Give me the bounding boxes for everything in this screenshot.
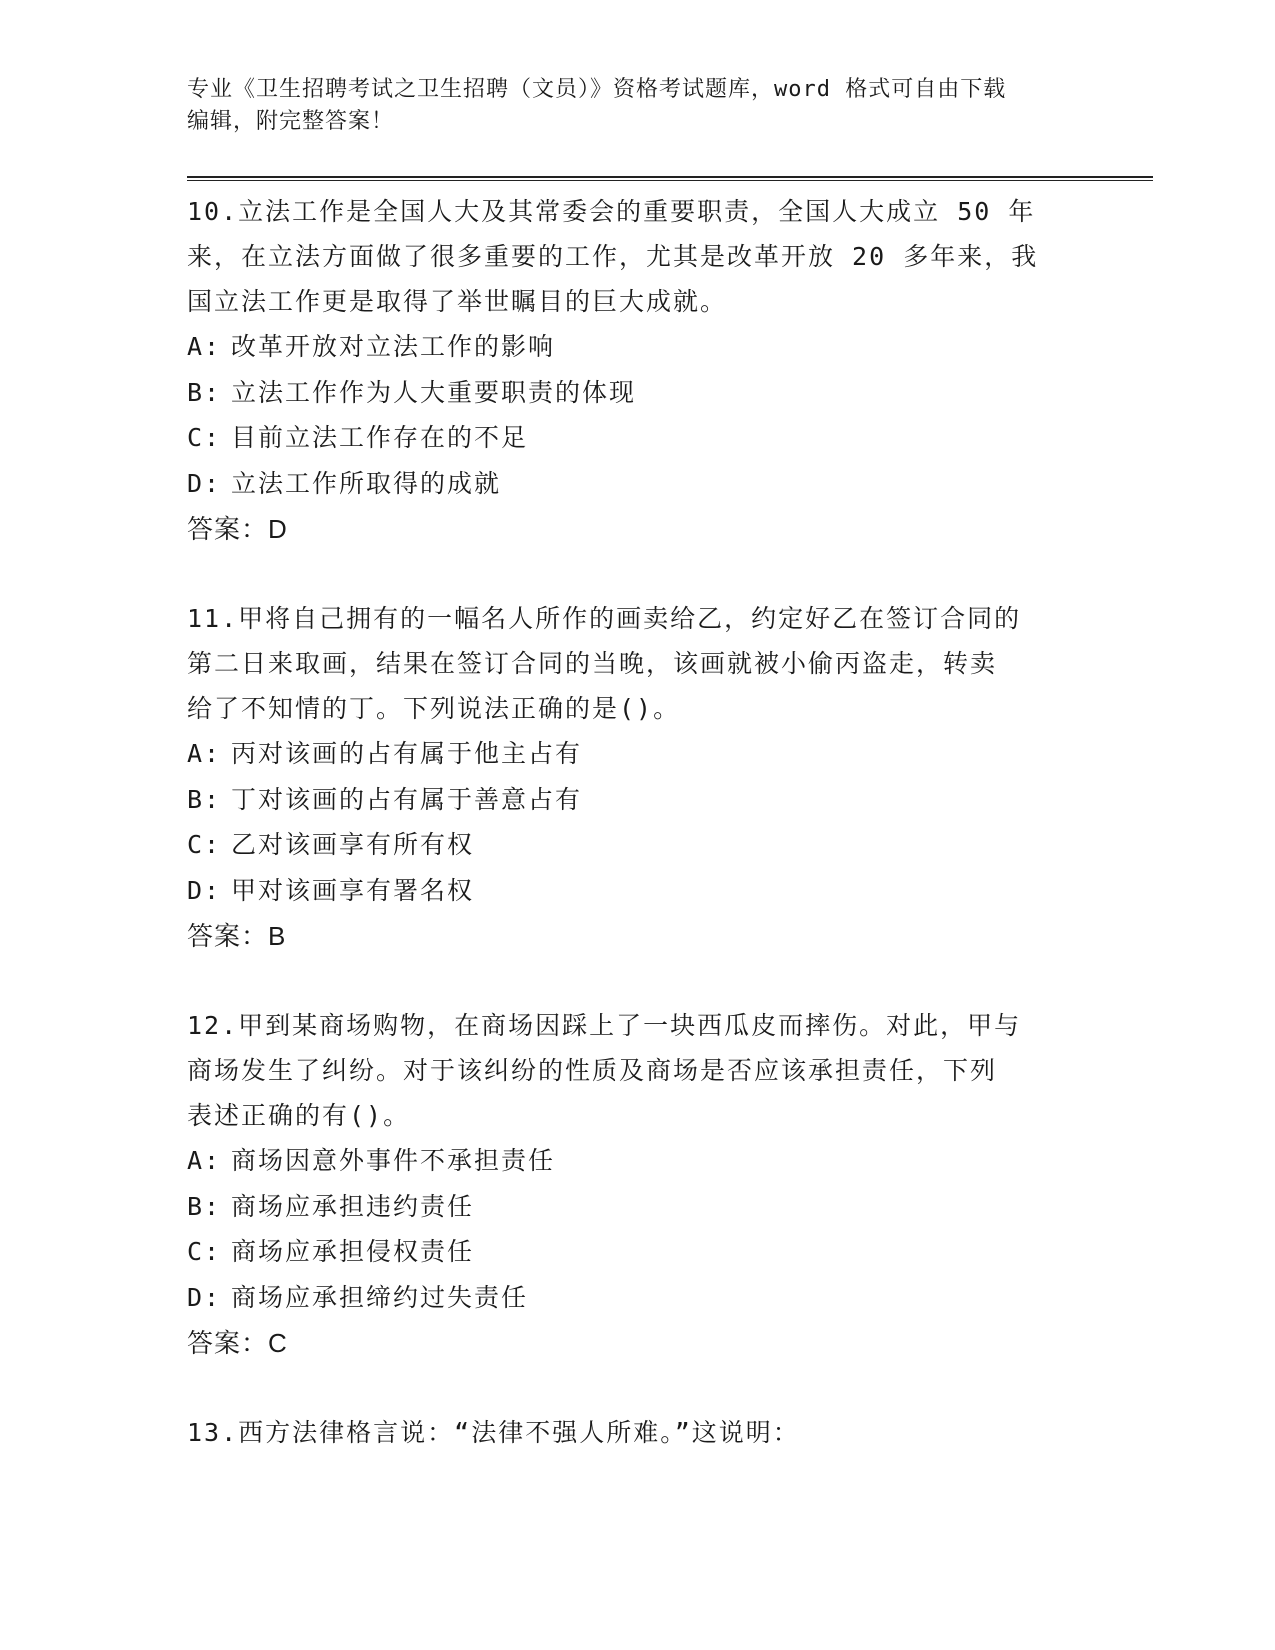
option-text: 目前立法工作存在的不足 xyxy=(231,423,529,452)
option-key: B: xyxy=(187,784,222,814)
option-text: 乙对该画享有所有权 xyxy=(231,830,475,859)
option-key: D: xyxy=(187,1282,222,1312)
option-c xyxy=(187,415,1077,461)
option-text: 立法工作作为人大重要职责的体现 xyxy=(231,377,637,407)
option-d xyxy=(187,1275,1077,1321)
header-line-2: 编辑，附完整答案！ xyxy=(187,109,395,134)
question-stem-line: 商场发生了纠纷。对于该纠纷的性质及商场是否应该承担责任，下列 xyxy=(187,1056,998,1085)
question-10 xyxy=(187,189,1077,552)
header-line-1: 专业《卫生招聘考试之卫生招聘（文员）》资格考试题库，word 格式可自由下载 xyxy=(187,77,1007,102)
option-key: C: xyxy=(187,1237,222,1266)
option-text: 商场因意外事件不承担责任 xyxy=(231,1146,556,1175)
question-stem-line: 13.西方法律格言说：“法律不强人所难。”这说明： xyxy=(187,1418,800,1447)
question-stem-line: 给了不知情的丁。下列说法正确的是()。 xyxy=(187,694,681,723)
option-a xyxy=(187,731,1077,777)
question-list xyxy=(187,189,1077,1499)
option-key: C: xyxy=(187,830,222,859)
answer: 答案：B xyxy=(187,921,287,951)
option-c xyxy=(187,822,1077,868)
option-text: 商场应承担缔约过失责任 xyxy=(231,1282,529,1312)
page-header xyxy=(187,74,1067,138)
option-c xyxy=(187,1229,1077,1275)
option-text: 丁对该画的占有属于善意占有 xyxy=(231,784,583,814)
question-stem-line: 12.甲到某商场购物，在商场因踩上了一块西瓜皮而摔伤。对此，甲与 xyxy=(187,1011,1022,1040)
option-key: A: xyxy=(187,1146,222,1175)
question-13 xyxy=(187,1410,1077,1455)
option-a xyxy=(187,1138,1077,1184)
answer: 答案：C xyxy=(187,1328,288,1358)
option-key: A: xyxy=(187,332,222,361)
option-key: A: xyxy=(187,739,222,768)
option-d xyxy=(187,461,1077,507)
question-stem-line: 第二日来取画，结果在签订合同的当晚，该画就被小偷丙盗走，转卖 xyxy=(187,649,998,678)
question-11 xyxy=(187,596,1077,959)
option-key: C: xyxy=(187,423,222,452)
question-stem-line: 11.甲将自己拥有的一幅名人所作的画卖给乙，约定好乙在签订合同的 xyxy=(187,604,1022,633)
question-stem-line: 10.立法工作是全国人大及其常委会的重要职责，全国人大成立 50 年 xyxy=(187,197,1036,226)
option-b xyxy=(187,370,1077,416)
option-b xyxy=(187,777,1077,823)
option-d xyxy=(187,868,1077,914)
header-divider xyxy=(187,176,1153,181)
option-text: 改革开放对立法工作的影响 xyxy=(231,332,556,361)
question-stem-line: 来，在立法方面做了很多重要的工作，尤其是改革开放 20 多年来，我 xyxy=(187,242,1039,271)
option-text: 丙对该画的占有属于他主占有 xyxy=(231,739,583,768)
question-stem-line: 表述正确的有()。 xyxy=(187,1101,411,1130)
option-text: 商场应承担侵权责任 xyxy=(231,1237,475,1266)
option-key: D: xyxy=(187,875,222,905)
option-key: B: xyxy=(187,377,222,407)
question-stem-line: 国立法工作更是取得了举世瞩目的巨大成就。 xyxy=(187,287,728,316)
option-text: 甲对该画享有署名权 xyxy=(231,875,475,905)
question-12 xyxy=(187,1003,1077,1366)
option-b xyxy=(187,1184,1077,1230)
option-a xyxy=(187,324,1077,370)
option-text: 商场应承担违约责任 xyxy=(231,1191,475,1221)
option-text: 立法工作所取得的成就 xyxy=(231,468,502,498)
option-key: D: xyxy=(187,468,222,498)
option-key: B: xyxy=(187,1191,222,1221)
answer: 答案：D xyxy=(187,514,288,544)
